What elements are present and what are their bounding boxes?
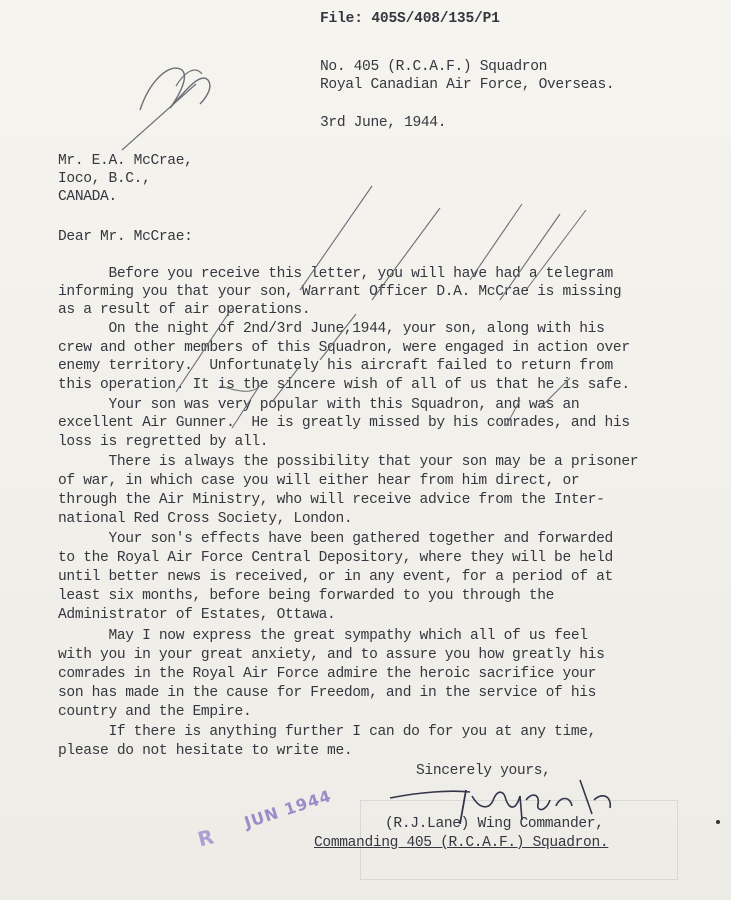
recipient-country: CANADA. xyxy=(58,189,117,205)
body-line: comrades in the Royal Air Force admire the heroic sacrifice your xyxy=(58,666,597,682)
letter-date: 3rd June, 1944. xyxy=(320,115,447,131)
squadron-name: No. 405 (R.C.A.F.) Squadron xyxy=(320,59,548,75)
body-line: On the night of 2nd/3rd June,1944, your son, along with his xyxy=(58,321,605,337)
body-line: with you in your great anxiety, and to assure you how greatly his xyxy=(58,647,605,663)
body-line: There is always the possibility that your son may be a prisoner xyxy=(58,454,639,470)
body-line: crew and other members of this Squadron, were engaged in action over xyxy=(58,340,630,356)
body-line: country and the Empire. xyxy=(58,704,252,720)
body-line: this operation. It is the sincere wish of all of us that he is safe. xyxy=(58,377,630,393)
stamp-date: JUN 1944 xyxy=(242,786,334,833)
signatory-title: Commanding 405 (R.C.A.F.) Squadron. xyxy=(314,835,609,851)
signatory-name: (R.J.Lane) Wing Commander, xyxy=(385,816,604,832)
body-line: national Red Cross Society, London. xyxy=(58,511,353,527)
body-line: informing you that your son, Warrant Officer D.A. McCrae is missing xyxy=(58,284,622,300)
body-line: until better news is received, or in any event, for a period of at xyxy=(58,569,613,585)
salutation: Dear Mr. McCrae: xyxy=(58,229,193,245)
body-line: enemy territory. Unfortunately his aircraft failed to return from xyxy=(58,358,613,374)
body-line: Before you receive this letter, you will have had a telegram xyxy=(58,266,613,282)
body-line: excellent Air Gunner. He is greatly missed by his comrades, and his xyxy=(58,415,630,431)
body-line: Administrator of Estates, Ottawa. xyxy=(58,607,336,623)
body-line: through the Air Ministry, who will receive advice from the Inter- xyxy=(58,492,605,508)
stamp-mark: R xyxy=(195,824,217,852)
body-line: son has made in the cause for Freedom, and in the service of his xyxy=(58,685,597,701)
body-line: May I now express the great sympathy which all of us feel xyxy=(58,628,588,644)
file-reference: File: 405S/408/135/P1 xyxy=(320,11,500,27)
body-line: please do not hesitate to write me. xyxy=(58,743,353,759)
recipient-town: Ioco, B.C., xyxy=(58,171,151,187)
closing: Sincerely yours, xyxy=(416,763,551,779)
body-line: to the Royal Air Force Central Depository, where they will be held xyxy=(58,550,613,566)
body-line: least six months, before being forwarded to you through the xyxy=(58,588,555,604)
body-line: of war, in which case you will either hear from him direct, or xyxy=(58,473,580,489)
recipient-name: Mr. E.A. McCrae, xyxy=(58,153,193,169)
body-line: Your son's effects have been gathered together and forwarded xyxy=(58,531,613,547)
body-line: loss is regretted by all. xyxy=(58,434,269,450)
body-line: as a result of air operations. xyxy=(58,302,311,318)
force-name: Royal Canadian Air Force, Overseas. xyxy=(320,77,615,93)
body-line: Your son was very popular with this Squadron, and was an xyxy=(58,397,580,413)
stray-dot xyxy=(716,820,720,824)
body-line: If there is anything further I can do for you at any time, xyxy=(58,724,597,740)
